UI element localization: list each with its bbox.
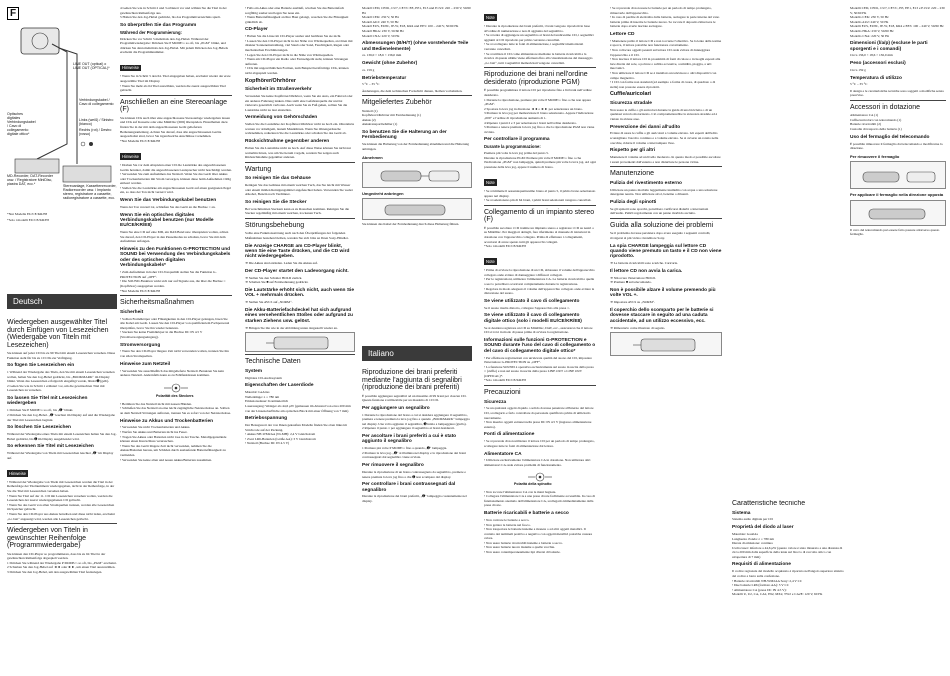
subheading-hearing: Vermeidung von Gehörschäden bbox=[245, 115, 318, 121]
it-clip-remove-drawing bbox=[851, 162, 946, 190]
trouble-q4: Die Akku-Batteriefachdeckel hat sich aufgrund eines versehentlichen Stoßes oder aufgrund zu starken Ziehens usw. gelöst. bbox=[245, 307, 353, 324]
subheading-it-road-safety: Sicurezza stradale bbox=[610, 100, 652, 106]
subheading-ac-adapter: Hinweise zum Netzteil bbox=[120, 361, 171, 367]
it-add-bookmark-steps: 1 Durante la riproduzione del brano a cui si desidera aggiungere il segnalibro, premere e tenere premuta la leva jog fino a quando „BOOKMARK“ lampeggia nel display. Una volta aggiunto il segnalibro, ➊ inizia a lampeggiare (giallo). 2 Ripetere il punto 1 per aggiungere il segnalibro ai brani desiderati. bbox=[362, 412, 470, 431]
troubleshooting-intro: Sollte eine Funktionsstörung auch nach den Überprüfungen der folgenden Maßnahmen bestehen bleiben, wenden Sie sich bitte an Ihren Sony-Händler. bbox=[245, 231, 349, 241]
program-playback-steps: Sie können den CD-Player so programmieren, dass bis zu 64 Titel in der gewünschten Reihenfolge abgespielt werden. 1 Drücken Sie während der Wiedergabe P MODE/⌂ so oft, bis „PGM“ erscheint. 2 Schieben Sie den Jog-Hebel auf ◄◄ oder ►►, um einen Titel auszuwählen. 3 Drücken Sie den Jog-Hebel, um den ausgewählten Titel festzulegen. bbox=[7, 551, 117, 575]
it-listen-bookmark-steps: 1 Premere più volte P MODE/⌂ fino a quando „➊“ lampeggia. 2 Premere la leva jog. „➊“ si illumina nel display e la riproduzione dei brani contrassegnati dal segnalibro viene avviata. bbox=[362, 446, 466, 460]
it-bookmark-intro: È possibile aggiungere segnalibri ad un massimo di 99 brani per ciascun CD. Questa funzione è utilizzabile per un massimo di 10 CD. bbox=[362, 393, 467, 403]
subheading-weight: Gewicht (ohne Zubehör) bbox=[362, 61, 418, 67]
divider bbox=[120, 95, 232, 96]
battery-lid-drawing bbox=[246, 333, 355, 353]
hints-label: Hinweise bbox=[122, 65, 139, 71]
it-trouble-q4: Il coperchio dello scomparto per le batterie si dovesse staccare in seguito ad una caduta accidentale, ad un utilizzo eccessivo, ecc. bbox=[610, 307, 714, 324]
subheading-it-listen-bookmark: Per ascoltare i brani preferiti a cui è stato aggiunto il segnalibro bbox=[362, 433, 457, 445]
polarity-figure bbox=[120, 380, 232, 400]
subheading-dimensions: Abmessungen (B/H/T) (ohne vorstehende Teile und Bedienelemente) bbox=[362, 41, 469, 52]
optical-cable-label: Optisches digitales Verbindungskabel / Cavo di collegamento digitale ottico* bbox=[7, 112, 36, 136]
subheading-clip: So benutzen Sie die Halterung an der Fernbedienung bbox=[362, 130, 447, 141]
hints-label: Hinweise bbox=[122, 153, 139, 159]
md-recorder-label: MD-Recorder, DAT-Recorder usw. / Registratore MiniDisc, piastra DAT, ecc.* bbox=[7, 174, 54, 186]
clip-remove-drawing bbox=[363, 163, 472, 189]
column-5 bbox=[484, 6, 596, 672]
divider bbox=[7, 523, 117, 524]
dimensions-text: ca. 136,0 × 18,6 × 136,0 mm bbox=[362, 53, 402, 58]
column-3 bbox=[245, 6, 355, 672]
it-safety-text: • Se un qualsiasi oggetto liquido o solido dovesse penetrare all'interno del lettore CD, scollegarlo e farlo controllare da personale qualificato prima di utilizzarlo nuovamente. • Non inserire oggetti estranei nella presa DC IN 4.5 V (ingresso alimentazione esterna). bbox=[484, 406, 594, 429]
divider bbox=[484, 385, 596, 386]
it-clip-text-2: Il cavo del telecomando può essere fatto passare attraverso questo fermaglio. bbox=[850, 227, 940, 237]
clean-case-text: Reinigen Sie das Gehäuse mit einem weichen Tuch, das Sie leicht mit Wasser oder einem milden Reinigungsmittel angefeuchtet haben. Verwenden Sie weder Alkohol, Benzin noch Verdünner. bbox=[245, 183, 353, 197]
it-clip-text: È possibile rimuovere il fermaglio dal telecomando e modificarne la direzione. bbox=[850, 141, 943, 151]
it-trouble-a3: ➜ Impostare AVLS su „NORM“. bbox=[610, 300, 656, 305]
power-text: • Wenn Sie den CD-Player längere Zeit nicht verwenden wollen, trennen Sie ihn von allen Stromquellen. bbox=[120, 349, 229, 359]
notes-label: Note bbox=[486, 15, 495, 20]
clip-reverse-figure bbox=[362, 198, 472, 220]
it-remove-bookmark-text: Durante la riproduzione di un brano contrassegnato da segnalibro, premere e tenere premuta la leva jog fino a che ➊ non scompare dal display. bbox=[362, 469, 466, 479]
ac-adapter-text: • Verwenden Sie ausschließlich das mitgelieferte Netzteil. Benutzen Sie kein anderes Netzteil. Andernfalls kann es zu Fehlfunktionen kommen. bbox=[120, 368, 224, 378]
remove-bookmark-text: Während der Wiedergabe eines Titels mit einem Lesezeichen halten Sie den Jog-Hebel gedrückt, bis ➊ im Display ausgeblendet wird. bbox=[7, 432, 117, 441]
subheading-safety: Sicherheit bbox=[120, 309, 144, 315]
clip-reverse-label: Umgedreht anbringen bbox=[362, 190, 404, 196]
it-stereo-text: È possibile ascoltare i CD tramite un impianto stereo e registrare i CD su nastri o su MiniDisc. Per maggiori dettagli, fare riferimento al manuale di istruzioni in dotazione con l'apparecchio collegato. Prima di effettuare i collegamenti, accertarsi di avere spento tutti gli apparecchi collegati. *Solo i modelli EU/CE/KR/E8 bbox=[484, 225, 594, 249]
hearing-text: Stellen Sie die Lautstärke der Kopfhörer/Ohrhörer nicht zu hoch ein. Ohrenärzte warnen vor ständigem, lautem Musikhören. Wenn Sie Ohrengeräusche wahrnehmen, reduzieren Sie die Lautstärke oder schalten Sie das Gerät ab. bbox=[245, 122, 355, 136]
divider bbox=[610, 166, 722, 167]
column-1 bbox=[7, 6, 117, 224]
subheading-it-headphones: Cuffie/auricolari bbox=[610, 91, 652, 98]
heading-accessories: Mitgeliefertes Zubehör bbox=[362, 99, 432, 107]
subheading-consideration: Rücksichtnahme gegenüber anderen bbox=[245, 139, 330, 144]
program-hints: • Wenn Sie in Schritt 5 den 64. Titel eingegeben haben, erscheint wieder der erste ausgewählte Titel im Display. • Wenn Sie mehr als 64 Titel auswählen, werden die zuerst ausgewählten Titel gelöscht. bbox=[120, 74, 231, 93]
batteries-text-cont: • Falls ein Akku oder eine Batterie ausläuft, wischen Sie das Batteriefach sorgfältig sauber und legen Sie neue ein. • Wenn Batterieflüssigkeit an Ihre Haut gelangt, waschen Sie die Flüssigkeit gründlich ab. bbox=[245, 6, 349, 24]
footnote-de: *Nur Modelle EU/CE/KR/E8 bbox=[7, 212, 48, 216]
subheading-gprotection-note: Hinweis zu den Funktionen G-PROTECTION und SOUND bei Verwendung des Verbindungskabels oder des optischen digitalen Verbindungskabels* bbox=[120, 247, 231, 269]
subheading-it-cable: Se viene utilizzato il cavo di collegamento bbox=[484, 298, 580, 304]
trouble-q3: Die Lautstärke erhöht sich nicht, auch wenn Sie VOL + mehrmals drücken. bbox=[245, 288, 355, 299]
models-voltage: Modell CED, CED1, CU7, CE7/C EE, EE1, E13 und E13/2: 220 – 230 V, 50/60 Hz Modell CEK: 230 V, 50 Hz Modell AU2: 240 V, 50 Hz Modell EUS, EU8C, JE.W, E18, KR4 und EE5: 100 – 240 V, 50/60 Hz Modell HKA: 230 V, 50/60 Hz Modell CNA: 220 V, 50 Hz bbox=[362, 6, 471, 38]
subheading-power-requirements: Betriebsspannung bbox=[245, 416, 288, 422]
plug-right-label: Rechts (rot) / Destro (rosso) bbox=[79, 128, 112, 136]
notes-label: Note bbox=[486, 179, 495, 185]
subheading-clean-plugs: So reinigen Sie die Stecker bbox=[245, 199, 307, 205]
heading-stereo-connection: Anschließen an eine Stereoanlage (F) bbox=[120, 98, 228, 114]
divider bbox=[245, 218, 355, 219]
subheading-it-add-bookmark: Per aggiungere un segnalibro bbox=[362, 405, 430, 411]
battery-lid-figure bbox=[245, 332, 355, 352]
it-trouble-q1: La spia CHARGE lampeggia sul lettore CD quando viene premuto un tasto e il CD non viene riprodotto. bbox=[610, 243, 722, 260]
divider bbox=[245, 354, 355, 355]
consideration-text: Halten Sie die Lautstärke nicht zu hoch. Auf diese Weise können Sie nicht nur weiterhin hören, was um Sie herum vorgeht, sondern Sie zeigen auch Rücksichtnahme gegenüber anderen. bbox=[245, 145, 352, 160]
heading-it-maintenance: Manutenzione bbox=[610, 170, 654, 178]
it-hearing-text: Evitare di usare le cuffie o gli auricolari a volume elevato. Gli esperti dell'udito sconsigliano l'ascolto continuo e a volume elevato. Se si avverte un ronzio nelle orecchie, ridurre il volume o interrompere l'uso. bbox=[610, 131, 719, 145]
trouble-a2: ➜ Stellen Sie den Schalter HOLD zurück. ➜ Schalten Sie ■ auf Fernbedienung gedrückt. bbox=[245, 275, 309, 285]
heading-maintenance: Wartung bbox=[245, 165, 272, 173]
it-trouble-a2: ➜ Sbloccare l'interruttore HOLD. ➜ Premere ■ sul telecomando. bbox=[610, 275, 656, 285]
subheading-optical-cable: Wenn Sie ein optisches digitales Verbindungskabel benutzen (nur Modelle EU/CE/KR/E8) bbox=[120, 212, 214, 229]
it-program-steps: È possibile programmare il lettore CD per riprodurre fino a 64 brani nell'ordine desiderato. 1 Durante la riproduzione, premere più volte P MODE/⌂ fino a che non appare „PGM“. 2 Spostare la leva jog in direzione ◄◄ o ►► per selezionare un brano. 3 Premere la leva jog per memorizzare il brano selezionato. Appare l'indicazione „000“ e l'ordine di riproduzione aumenta di 1. 4 Ripetere i punti 2 e 3 per selezionare i brani nell'ordine desiderato. 5 Premere e tenere premuta la leva jog fino a che la riproduzione PGM non viene avviata. bbox=[484, 88, 595, 134]
subheading-it-power-requirements: Requisiti di alimentazione bbox=[732, 562, 791, 568]
column-4-lower bbox=[362, 366, 472, 672]
bookmark-intro: Sie können auf jeder CD bis zu 99 Titel mit einem Lesezeichen versehen. Diese Funktion steht für bis zu 10 CDs zur Verfügung. bbox=[7, 351, 116, 360]
it-clip-remove-label: Per rimuovere il fermaglio bbox=[850, 153, 900, 159]
system-text: Digitales CD-Audiosystem bbox=[245, 375, 282, 380]
heading-it-precautions: Precauzioni bbox=[484, 389, 521, 397]
subheading-system: System bbox=[245, 368, 263, 374]
add-bookmark-steps: 1 Während der Wiedergabe des Titels, den Sie mit einem Lesezeichen versehen wollen, halten Sie den Jog-Hebel gedrückt, bis „BOOKMARK“ im Display blinkt. Wenn das Lesezeichen erfolgreich eingefügt wurde, blinkt ➊ (gelb). 2 Gehen Sie wie in Schritt 1 erläutert vor, um die gewünschten Titel mit Lesezeichen zu versehen. bbox=[7, 370, 115, 393]
stereo-label: Stereoanlage, Kassettenrecorder, Radiorecorder usw. / Impianto stereo, registratore a cassette, radioregistratore a cassette, ecc. bbox=[63, 184, 117, 200]
connection-diagram bbox=[7, 24, 117, 204]
heading-specifications: Technische Daten bbox=[245, 358, 301, 366]
safety-text: • Sollten Fremdkörper oder Flüssigkeiten in den CD-Player gelangen, lösen Sie alle Kabel am Gerät. Lassen Sie den CD-Player von qualifiziertem Fachpersonal überprüfen, bevor Sie ihn wieder benutzen. • Stecken Sie keine Fremdkörper in die Buchse DC IN 4.5 V (Stromversorgungseingang). bbox=[120, 316, 230, 339]
connecting-cable-text: Wenn der Ton verzerrt ist, schließen Sie das Gerät an die Buchse ○ an. bbox=[120, 204, 216, 209]
it-spec-change-note: Il design e le caratteristiche tecniche sono soggetti a modifiche senza preavviso. bbox=[850, 88, 944, 98]
connecting-cable-label: Verbindungskabel / Cavo di collegamento bbox=[79, 98, 114, 106]
subheading-temperature: Betriebstemperatur bbox=[362, 75, 407, 81]
it-clip-attach-drawing bbox=[851, 201, 946, 227]
it-check-bookmark-text: Durante la riproduzione dei brani preferiti, „➊“ lampeggia costantemente nel display. bbox=[362, 494, 467, 504]
it-power-requirements-text: Il codice regionale del modello acquistato è riportato nell'angolo superiore sinistro del codice a barre sulla confezione. • Batterie ricaricabili NH-WM2AA Sony: 2,4 V CC • Due batterie LR6 (formato AA): 3 V CC • Alimentatore CA (presa DC IN 4.5 V): Modelli U, U2, CA, CA2, E92, MX2, TW2 e CA2E: 120 V, 60 Hz bbox=[732, 569, 844, 597]
subheading-it-check-program: Per controllare il programma bbox=[484, 137, 550, 143]
subheading-clean-case: So reinigen Sie das Gehäuse bbox=[245, 176, 311, 182]
subheading-laser: Eigenschaften der Laserdiode bbox=[245, 383, 314, 389]
column-1-lower bbox=[7, 316, 117, 576]
it-adapter-text-2: • Non toccare l'alimentatore CA con le mani bagnate. • Collegare l'alimentatore CA a una presa di rete facilmente accessibile. In caso di funzionamento anomalo dell'alimentatore CA, scollegarlo immediatamente dalla presa di rete. bbox=[484, 489, 596, 508]
subheading-it-clean-plugs: Pulizia degli spinotti bbox=[610, 199, 657, 205]
it-cd-player-text: • Mantenere pulito il lettore CD e non toccarne l'obiettivo. Se la lente della testina è sporca, il lettore potrebbe non funzionare correttamente. • Non collocare oggetti pesanti sul lettore CD onde evitare di danneggiare l'apparecchio e il CD. • Non lasciare il lettore CD in prossimità di fonti di calore o in luoghi esposti alla luce diretta del sole, a polvere o sabbia eccessive, a umidità, pioggia, a urti meccanici. • Non utilizzare il lettore CD se è installato un televisore o altri dispositivi con campo magnetico. • I CD con forme non standard (ad esempio a forma di cuore, di quadrato o di stella) non possono essere riprodotti. bbox=[610, 38, 722, 89]
clip-text: Sie können die Halterung von der Fernbedienung abnehmen und die Halterung anbringen. bbox=[362, 142, 469, 151]
stereo-connection-text: Sie können CDs auch über eine angeschlossene Stereoanlage wiedergeben lassen und CDs auf Kassette oder eine MiniDisc (MD) überspielen. Einzelheiten dazu finden Sie in der mit dem angeschlossenen Gerät gelieferten Bedienungsanleitung. Achten Sie darauf, dass alle angeschlossenen Geräte ausgeschaltet sind, bevor Sie irgendwelche Anschlüsse vornehmen. *Nur Modelle EU/CE/KR/E8 bbox=[120, 115, 231, 143]
weight-text: ca. 159 g bbox=[362, 67, 375, 72]
it-laser-text: Materiale: GaAlAs Lunghezza d'onda: λ = 780 nm Durata di emissione: continua Uscita laser: inferiore a 44,6 μW (questo valore è stato misurato a una distanza di circa 200 mm dalla superficie della lente sul blocco di raccolta ottico con un'apertura di 7 mm) bbox=[732, 531, 843, 559]
plug-left-label: Links (weiß) / Sinistro (bianco) bbox=[79, 118, 114, 126]
it-trouble-a4: ➜ Rimontarlo come illustrato di seguito. bbox=[610, 325, 666, 330]
program-steps-cont: 4 Gehen Sie wie in Schritt 2 und 3 erläutert vor und wählen Sie die Titel in der gewünschten Reihenfolge aus. 5 Halten Sie den Jog-Hebel gedrückt, bis das Programmverzeichnis spielt. bbox=[120, 6, 227, 20]
subheading-it-laser: Proprietà del diodo al laser bbox=[732, 525, 794, 530]
bookmark-hints: • Während der Wiedergabe von Titeln mit Lesezeichen werden die Titel in der Reihenfolge der Titelnummern wiedergegeben, nicht in der Reihenfolge, in der Sie die Titel mit Lesezeichen versehen haben. • Wenn Sie Titel auf der 11. CD mit Lesezeichen versehen wollen, werden die Lesezeichen der zuerst wiedergegebenen CD gelöscht. • Wenn Sie das Gerät von allen Stromquellen trennen, werden alle Lesezeichen im Speicher gelöscht. • Wenn Sie den CD-Player aus Akkus betreiben und diese nicht laden, erscheint „Lo batt“ angezeigt wird, werden alle Lesezeichen gelöscht. bbox=[7, 479, 115, 521]
it-batteries-text: • Non caricare le batterie a secco. • Non gettare le batterie nel fuoco. • Non trasportare le batterie insieme a monete o ad altri oggetti metallici. Il contatto dei terminali positivo e negativo con oggetti metallici potrebbe causare calore. • Non usare batterie ricaricabili insieme a batterie a secco. • Non usare batterie nuove insieme a quelle vecchie. • Non usare contemporaneamente tipi diversi di batterie. bbox=[484, 517, 593, 555]
heading-program-playback: Wiedergeben von Titeln in gewünschter Reihenfolge (Programmwiedergabe) bbox=[7, 527, 88, 550]
heading-it-program-playback: Riproduzione dei brani nell'ordine desiderato (riproduzione PGM) bbox=[484, 71, 588, 86]
divider bbox=[484, 67, 596, 68]
it-stereo-notes: • Prima di avviare la riproduzione di un CD, abbassare il volume dell'apparecchio collegato onde evitare di danneggiare i diffusori collegati. • Per le registrazioni, utilizzare l'alimentatore CA. Le batterie ricaricabili e quelle a secco potrebbero scaricarsi completamente durante la registrazione. • Regolare in modo adeguato il volume dell'apparecchio collegato onde evitare la distorsione del suono. bbox=[484, 268, 595, 296]
clip-remove-label: Abnehmen bbox=[362, 154, 383, 160]
ac-adapter-text-2: • Berühren Sie das Netzteil nicht mit nassen Händen. • Schließen Sie das Netzteil an eine leicht zugängliche Netzsteckdose an. Sollten an dem Netzteil Störungen auftreten, trennen Sie es sofort von der Netzsteckdose. bbox=[120, 401, 232, 415]
subheading-it-temperature: Temperatura di utilizzo bbox=[850, 75, 902, 81]
language-mark: F bbox=[7, 7, 19, 20]
it-gprotection-text: • Per effettuare registrazioni con un'elevata qualità del suono del CD, impostare l'interruttore G-PROTECTION su „OFF“. • La funzione SOUND è operativa esclusivamente sul suono in uscita dalla presa ○ (cuffie) e non sul suono in uscita dalla presa LINE OUT o LINE OUT (OPTICAL)*. *Solo i modelli EU/CE/KR/E8 bbox=[484, 355, 594, 383]
column-2 bbox=[120, 6, 232, 672]
subheading-during-program: Während der Programmierung: bbox=[120, 29, 182, 35]
it-clip-remove-figure bbox=[850, 161, 946, 189]
it-others-text: Mantenere il volume ad un livello moderato. In questo modo è possibile ascoltare i suoni provenienti dall'esterno e non disturbare le persone vicine. bbox=[610, 155, 721, 164]
subheading-it-hearing: Prevenzione dei danni all'udito bbox=[610, 124, 681, 130]
it-power-text: • Se si prevede di non utilizzare il lettore CD per un periodo di tempo prolungato, scollegare tutte le fonti di alimentazione dal lettore. bbox=[484, 439, 595, 448]
subheading-cd-player: CD-Player bbox=[245, 27, 268, 33]
subheading-it-batteries: Batterie ricaricabili e batterie a secco bbox=[484, 511, 569, 516]
subheading-it-weight: Peso (accessori esclusi) bbox=[850, 61, 906, 67]
it-clip-attach-figure bbox=[850, 200, 946, 226]
subheading-it-clip: Uso del fermaglio del telecomando bbox=[850, 134, 930, 140]
divider bbox=[610, 218, 722, 219]
subheading-it-safety: Sicurezza bbox=[484, 399, 507, 405]
subheading-it-during-program: Durante la programmazione: bbox=[484, 144, 541, 150]
trouble-a4: ➜ Bringen Sie ihn wie in der Abbildung unten dargestellt wieder an. bbox=[245, 325, 338, 330]
subheading-it-dimensions: Dimensioni (l/a/p) (escluse le parti sporgenti e i comandi) bbox=[850, 41, 928, 52]
divider bbox=[850, 100, 946, 101]
column-7 bbox=[732, 500, 844, 670]
listen-bookmark-steps: 1 Drücken Sie P MODE/⌂ so oft, bis „➊“ blinkt. 2 Drücken Sie den Jog-Hebel. „➊“ leuchtet im Display auf und die Wiedergabe der Titel mit Lesezeichen beginnt. bbox=[7, 408, 115, 422]
it-trouble-a1: ➜ Le batterie ricaricabili sono scariche. Caricarle. bbox=[610, 261, 678, 266]
subheading-it-remove-bookmark: Per rimuovere il segnalibro bbox=[362, 463, 424, 469]
it-battery-lid-drawing bbox=[611, 333, 722, 357]
it-temperature-text: 5 °C – 35 °C bbox=[850, 82, 868, 87]
batteries-text: • Verwenden Sie nicht Trockenbatterien und Akkus. • Werfen Sie Akkus und Batterien nicht ins Feuer. • Tragen Sie Akkus oder Batterien nicht lose in der Tasche. Metallgegenstände können einen Kurzschluss verursachen. • Wenn Sie das Gerät längere Zeit nicht verwenden, nehmen Sie die Akkus/Batterien heraus, um Schäden durch auslaufende Batterieflüssigkeit zu vermeiden. • Verwenden Sie keine alten und neuen Akkus/Batterien zusammen. bbox=[120, 425, 227, 462]
spec-change-note: Änderungen, die dem technischen Fortschritt dienen, bleiben vorbehalten. bbox=[362, 88, 463, 93]
trouble-q1: Die Anzeige CHARGE am CD-Player blinkt, wenn Sie eine Taste drücken, und die CD wird nicht wiedergegeben. bbox=[245, 243, 350, 260]
it-program-notes: • Se si immette il sessantaquattresimo brano al punto 5, il primo brano selezionato appare nel display. • Se si selezionano più di 64 brani, i primi brani selezionati vengono cancellati. bbox=[484, 188, 596, 203]
it-weight-text: Circa 159 g bbox=[850, 67, 866, 72]
clip-text-2: Sie können das Kabel der Fernbedienung durch diese Halterung führen. bbox=[362, 222, 460, 227]
column-6 bbox=[610, 6, 722, 672]
optical-cable-text: Wenn Sie eine CD auf eine MD, ein DAT-Band usw. überspielen wollen, achten Sie darauf, den CD-Player in den Pausemodus zu schalten, bevor Sie mit dem Aufnehmen anfangen. bbox=[120, 230, 229, 244]
subheading-power: Stromversorgung bbox=[120, 342, 161, 348]
subheading-it-gprotection: Informazioni sulle funzioni G-PROTECTION e SOUND durante l'uso del cavo di collegamento o del cavo di collegamento digitale ottico* bbox=[484, 337, 596, 354]
subheading-remove-bookmark: So löschen Sie Lesezeichen bbox=[7, 425, 71, 431]
clip-remove-figure bbox=[362, 162, 472, 188]
it-trouble-q2: Il lettore CD non avvia la carica. bbox=[610, 268, 683, 274]
it-system-text: Sistema audio digitale per CD bbox=[732, 517, 773, 522]
subheading-it-system: Sistema bbox=[732, 510, 751, 516]
subheading-it-power: Fonti di alimentazione bbox=[484, 432, 535, 438]
it-bookmark-notes: • Durante la riproduzione dei brani preferiti, i brani vengono riprodotti in base all'ordine di numerazione e non di aggiunta del segnalibro. • Se si tenta di aggiungere un segnalibro ai brani del undicesimo CD, i segnalibri aggiunti al CD riprodotto per primo verranno cancellati. • Se si scollegano tutte le fonti di alimentazione, i segnalibri memorizzati verranno cancellati. • Se si utilizza il CD come alimentatore mediante le batterie ricaricabili e la ricarica di queste ultime viene effettuata fino alla visualizzazione del messaggio „Lo batt“, tutti i segnalibri memorizzati vengono cancellati. bbox=[484, 24, 594, 65]
check-program-text: Drücken Sie vor Schritt 5 mehrmals den Jog-Hebel. Während der Programmwiedergabe: Drücken Sie P MODE/⌂ so oft, bis „PGM“ blinkt, und drücken Sie dann mehrmals den Jog-Hebel. Mit jedem Drücken des Jog-Hebels erscheint die Programmnummer. bbox=[120, 36, 229, 55]
subheading-check-program: So überprüfen Sie das Programm bbox=[120, 22, 197, 28]
it-clean-plugs-text: Se gli spinotti sono sporchi, potrebbero verificarsi disturbi o interruzioni dell'audio. Pulirli regolarmente con un panno morbido asciutto. bbox=[610, 206, 709, 216]
trouble-a1: ➜ Die Akkus sind entladen. Laden Sie die Akkus auf. bbox=[245, 261, 318, 266]
it-batteries-text-cont: • Se si prevede di non usare le batterie per un periodo di tempo prolungato, rimuoverle dall'apparecchio. • In caso di perdite di elettrolita dalle batterie, asciugare la parte interna del vano batterie prima di inserire le batterie nuove. Se toccate il deposito rimuovere le batterie dopo averle lasciate asciugare. bbox=[610, 6, 720, 29]
subheading-it-others: Rispetto per gli altri bbox=[610, 148, 656, 154]
section-band-italiano: Italiano bbox=[362, 346, 472, 361]
road-safety-text: Verwenden Sie keine Kopfhörer/Ohrhörer, wenn Sie ein Auto, ein Fahrrad oder ein anderes Fahrzeug lenken. Dies stellt eine Gefahrenquelle dar und ist vielerorts gesetzlich verboten. Auch wenn Sie zu Fuß gehen, sollten Sie die Lautstärke nicht zu laut einstellen. bbox=[245, 93, 353, 112]
gprotection-note-text: • Zum Aufnehmen in hoher CD-Tonqualität stellen Sie die Funktion G-PROTECTION auf „OFF“. • Die SOUND-Funktion wirkt sich nur auf Signale aus, die über die Buchse ○ (Kopfhörer) ausgegeben werden. *Nur Modelle EU/CE/KR/E8 bbox=[120, 270, 226, 293]
it-troubleshooting-intro: Se il problema dovesse persistere dopo avere eseguito i seguenti controlli, rivolgersi al più vicino rivenditore Sony. bbox=[610, 231, 711, 241]
heading-it-specifications: Caratteristiche tecniche bbox=[732, 500, 806, 507]
section-band-deutsch: Deutsch bbox=[7, 294, 117, 309]
it-trouble-q3: Non è possibile alzare il volume premendo più volte VOL +. bbox=[610, 288, 716, 299]
divider bbox=[362, 95, 472, 96]
column-8 bbox=[850, 6, 946, 672]
heading-it-bookmark-playback: Riproduzione dei brani preferiti mediante l'aggiunta di segnalibri (riproduzione dei brani preferiti) bbox=[362, 369, 462, 391]
subheading-confirm-bookmark: So erkennen Sie Titel mit Lesezeichen bbox=[7, 444, 94, 450]
clip-reverse-drawing bbox=[363, 199, 472, 221]
subheading-add-bookmark: So fügen Sie Lesezeichen ein bbox=[7, 363, 75, 369]
subheading-batteries: Hinweise zu Akkus und Trockenbatterien bbox=[120, 418, 214, 424]
power-requirements-text: Der Bezugswert der von Ihnen gekauften Modelle finden Sie oben links im Strichcode auf der Packung. • Akkus NH-WM2AA (Ni-MH): 2,4 V Gleichstrom • Zwei LR6-Batterien (Größe AA): 3 V Gleichstrom • Netzteil (Buchse DC IN 4.5 V) bbox=[245, 423, 347, 446]
line-out-label: LINE OUT (optical) o LINE OUT (OPTICAL)* bbox=[73, 62, 110, 70]
trouble-q2: Der CD-Player startet den Ladevorgang nicht. bbox=[245, 268, 349, 274]
it-polarity-label: Polarità della spinotto bbox=[514, 481, 552, 486]
subheading-listen-bookmark: So lassen Sie Titel mit Lesezeichen wiedergeben bbox=[7, 396, 88, 407]
it-clip-attach-label: Per applicare il fermaglio nella direzione opposta bbox=[850, 192, 944, 198]
subheading-headphones: Kopfhörer/Ohrhörer bbox=[245, 77, 296, 84]
subheading-it-optical: Se viene utilizzato il cavo di collegamento digitale ottico (solo i modelli EU/CE/KR/E8) bbox=[484, 313, 582, 324]
it-dimensions-text: Circa 136,0 × 18,6 × 136,0 mm bbox=[850, 53, 893, 58]
column-4 bbox=[362, 6, 472, 346]
clean-plugs-text: Bei verschmutzten Steckern kann es zu Rauschen kommen. Reinigen Sie die Stecker regelmäßig mit einem weichen, trockenen Tuch. bbox=[245, 206, 350, 216]
heading-safety: Sicherheitsmaßnahmen bbox=[120, 299, 194, 307]
notes-label: Note bbox=[486, 259, 495, 265]
it-accessories-list: Alimentatore CA (1) Cuffie/auricolari con telecomando (1) Batterie ricaricabili (2) Custodia di trasporto della batteria (1) bbox=[850, 113, 902, 132]
it-battery-lid-figure bbox=[610, 332, 722, 356]
subheading-it-check-bookmark: Per controllare i brani contrassegnati dal segnalibro bbox=[362, 482, 456, 493]
heading-troubleshooting: Störungsbehebung bbox=[245, 221, 305, 229]
subheading-connecting-cable: Wenn Sie das Verbindungskabel benutzen bbox=[120, 198, 217, 204]
it-optical-text: Se si desidera registrare un CD su MiniDisc, DAT, ecc., assicurarsi che il lettore CD si trovi in modo di pausa prima di avviare la registrazione. bbox=[484, 325, 593, 335]
temperature-text: 5 °C – 35 °C bbox=[362, 82, 380, 87]
accessories-list: Netzteil (1) Kopfhörer/Ohrhörer mit Fernbedienung (1) Akkus (2) Akkutransportbehälter (1) bbox=[362, 108, 421, 127]
heading-it-accessories: Accessori in dotazione bbox=[850, 103, 921, 111]
it-clean-case-text: Utilizzare un panno morbido leggermente inumidito con acqua o una soluzione detergente neutra. Non utilizzare alcol, benzina o diluenti. bbox=[610, 187, 718, 197]
divider bbox=[484, 205, 596, 206]
divider bbox=[120, 295, 232, 296]
trouble-a3: ➜ Stellen Sie AVLS auf „NORM“. bbox=[245, 300, 293, 305]
it-models-voltage: Modelli CED, CED1, CU7, CE7/C, EE, EE1, E13 e E13/2: 220 – 230 V, 50/60 Hz Modello CEK: 230 V, 50 Hz Modello AU2: 240 V, 50 Hz Modelli EUS, EU8C, JE.W, E18, KR4 e EE5: 100 – 240 V, 50/60 Hz Modello HKA: 230 V, 50/60 Hz Modello CNA: 220 V, 50 Hz bbox=[850, 6, 945, 38]
hints-label: Hinweise bbox=[9, 470, 26, 476]
stereo-hints: • Drehen Sie vor dem Abspielen einer CD die Lautstärke des angeschlossenen Geräts herunter, damit die angeschlossenen Lautsprecher nicht beschädigt werden. • Verwenden Sie zum Aufnehmen das Netzteil. Wenn Sie das Gerät über Akkus oder Trockenbatterien mit Strom versorgen, können diese beim Aufnehmen völlig entleert werden. • Stellen Sie die Lautstärke am angeschlossenen Gerät auf einen geeigneten Pegel ein, so dass der Ton nicht verzerrt wird. bbox=[120, 162, 232, 195]
it-check-program-text: Premere più volte la leva jog prima del punto 5. Durante la riproduzione PGM: Premere più volte P MODE/⌂ fino a che l'indicazione „PGM“ non lampeggia, quindi premere più volte la leva jog. Ad ogni pressione della leva jog, appare il numero di brano. bbox=[484, 151, 596, 169]
subheading-road-safety: Sicherheit im Straßenverkehr bbox=[245, 87, 312, 93]
it-road-safety-text: Non usare le cuffie o gli auricolari durante la guida di una bicicletta o di un qualsiasi veicolo motorizzato. Ciò comprometterebbe la sicurezza stradale ed è vietato in alcune aree. bbox=[610, 107, 718, 121]
divider bbox=[245, 162, 355, 163]
heading-it-troubleshooting: Guida alla soluzione dei problemi bbox=[610, 221, 714, 229]
it-cable-text: Se il suono risulta distorto, collegare l'apparecchio alla presa ○. bbox=[484, 305, 570, 310]
confirm-bookmark-text: Während der Wiedergabe von Titeln mit Lesezeichen leuchtet „➊“ im Display auf. bbox=[7, 451, 114, 460]
subheading-it-cd-player: Lettore CD bbox=[610, 31, 635, 37]
it-polarity-figure bbox=[484, 470, 596, 488]
polarity-label: Polarität des Steckers bbox=[156, 393, 194, 398]
cd-player-text: • Halten Sie die Linse im CD-Player sauber und berühren Sie sie nicht. • Lassen Sie den CD-Player nicht in der Nähe von Wärmequellen, an Orten mit direkter Sonneneinstrahlung, viel Staub oder Sand, Feuchtigkeit, Regen oder mechanischen Erschütterungen. • Legen Sie den CD-Player nicht in die Nähe von Wärmequellen. • Wenn am CD-Player ein Radio oder Fernsehgerät steht, können Störungen auftreten. • CDs mit ungewöhnlichen Formen, zum Beispiel herzförmige CDs, können nicht abgespielt werden. bbox=[245, 34, 353, 76]
heading-bookmark-playback: Wiedergeben ausgewählter Titel durch Einfügen von Lesezeichen (Wiedergabe von Titeln mit Lesezeichen) bbox=[7, 319, 109, 349]
heading-it-stereo: Collegamento di un impianto stereo (F) bbox=[484, 208, 595, 224]
subheading-it-clean-case: Pulizia del rivestimento esterno bbox=[610, 180, 682, 186]
it-adapter-text: • Utilizzare esclusivamente l'alimentatore CA in dotazione. Non utilizzare altri alimentatori CA onde evitare problemi di funzionamento. bbox=[484, 458, 591, 468]
subheading-it-adapter: Alimentatore CA bbox=[484, 451, 522, 457]
footnote-it: *Solo i modelli EU/CE/KR/E8 bbox=[7, 218, 49, 223]
laser-text: Material: GaAlAs Wellenlänge: λ = 780 nm Emissionsdauer: Kontinuierlich Laserausgang: Weniger als 44,6 μW (gemessen im Abstand von etwa 200 mm von der Linsenoberfläche am optischen Block mit einer Öffnung von 7 mm) bbox=[245, 390, 351, 413]
